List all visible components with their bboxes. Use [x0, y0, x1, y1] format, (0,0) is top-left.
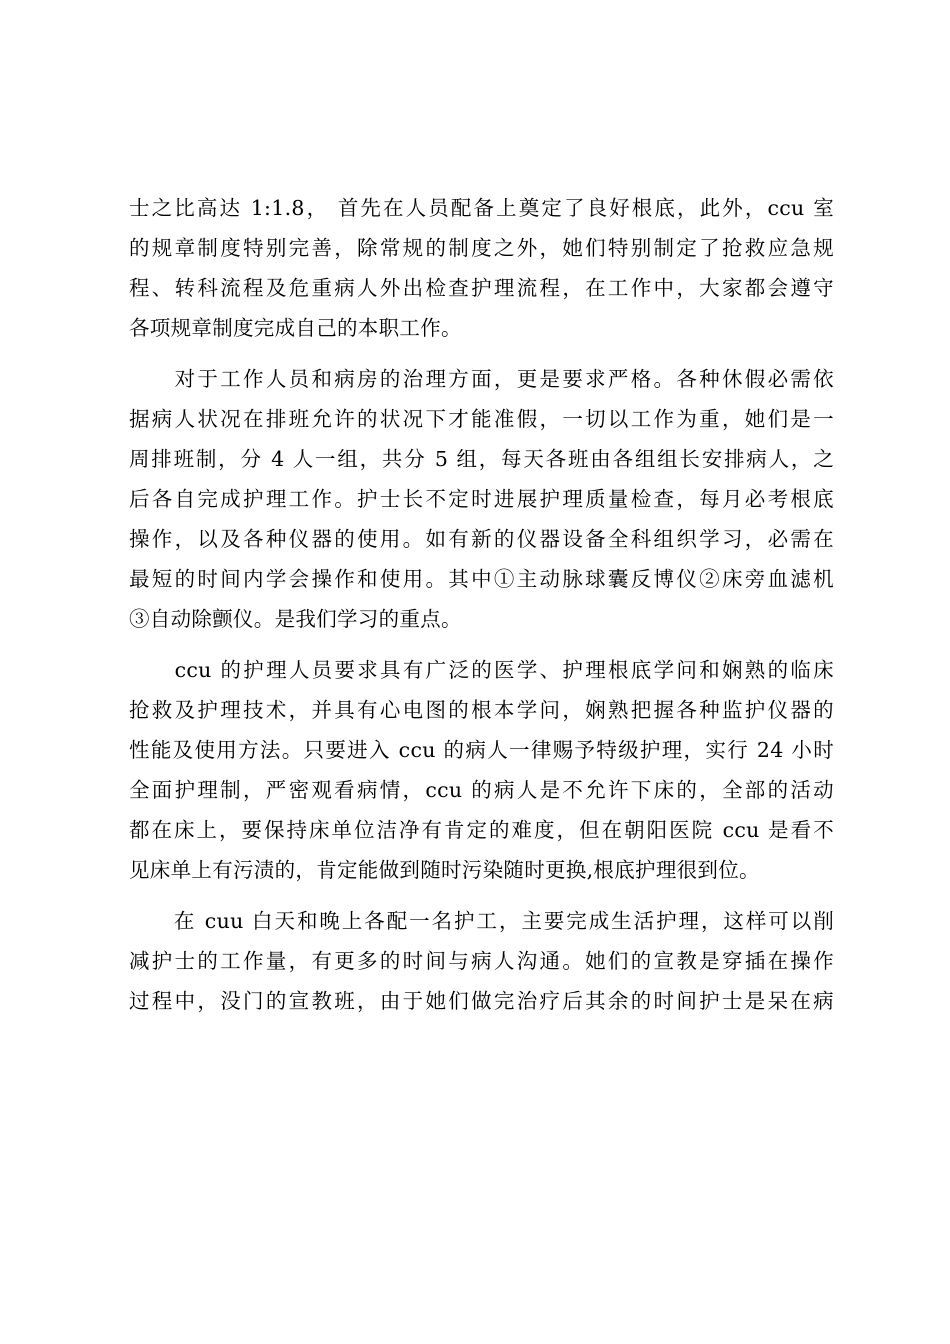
paragraph — [129, 650, 834, 890]
paragraph — [129, 359, 834, 639]
text-line: 操作，以及各种仪器的使用。如有新的仪器设备全科组织学习，必需在 — [129, 527, 834, 551]
text-line: 在 cuu 白天和晚上各配一名护工，主要完成生活护理，这样可以削 — [129, 909, 834, 933]
text-line: 各项规章制度完成自己的本职工作。 — [129, 316, 462, 340]
paragraph — [129, 188, 834, 348]
text-line: 减护士的工作量，有更多的时间与病人沟通。她们的宣教是穿插在操作 — [129, 949, 834, 973]
text-line: 据病人状况在排班允许的状况下才能准假，一切以工作为重，她们是一 — [129, 407, 834, 431]
text-line: 性能及使用方法。只要进入 ccu 的病人一律赐予特级护理，实行 24 小时 — [129, 738, 834, 762]
text-line: 的规章制度特别完善，除常规的制度之外，她们特别制定了抢救应急规 — [129, 236, 834, 260]
text-line: 程、转科流程及危重病人外出检查护理流程，在工作中，大家都会遵守 — [129, 276, 834, 300]
text-line: ccu 的护理人员要求具有广泛的医学、护理根底学问和娴熟的临床 — [129, 658, 834, 682]
paragraph-gap — [129, 639, 834, 650]
text-line: 对于工作人员和病房的治理方面，更是要求严格。各种休假必需依 — [129, 367, 834, 391]
text-line: 抢救及护理技术，并具有心电图的根本学问，娴熟把握各种监护仪器的 — [129, 698, 834, 722]
text-line: 后各自完成护理工作。护士长不定时进展护理质量检查，每月必考根底 — [129, 487, 834, 511]
text-line: 都在床上，要保持床单位洁净有肯定的难度，但在朝阳医院 ccu 是看不 — [129, 818, 834, 842]
text-line: ③自动除颤仪。是我们学习的重点。 — [129, 607, 462, 631]
paragraph — [129, 901, 834, 1021]
paragraph-gap — [129, 348, 834, 359]
text-line: 见床单上有污渍的，肯定能做到随时污染随时更换,根底护理很到位。 — [129, 858, 760, 882]
document-body — [129, 188, 834, 1021]
text-line: 全面护理制，严密观看病情，ccu 的病人是不允许下床的，全部的活动 — [129, 778, 834, 802]
text-line: 周排班制，分 4 人一组，共分 5 组，每天各班由各组组长安排病人，之 — [129, 447, 834, 471]
text-line: 士之比高达 1:1.8， 首先在人员配备上奠定了良好根底，此外，ccu 室 — [129, 196, 834, 220]
paragraph-gap — [129, 890, 834, 901]
text-line: 最短的时间内学会操作和使用。其中①主动脉球囊反博仪②床旁血滤机 — [129, 567, 834, 591]
text-line: 过程中，没门的宣教班，由于她们做完治疗后其余的时间护士是呆在病 — [129, 989, 834, 1013]
